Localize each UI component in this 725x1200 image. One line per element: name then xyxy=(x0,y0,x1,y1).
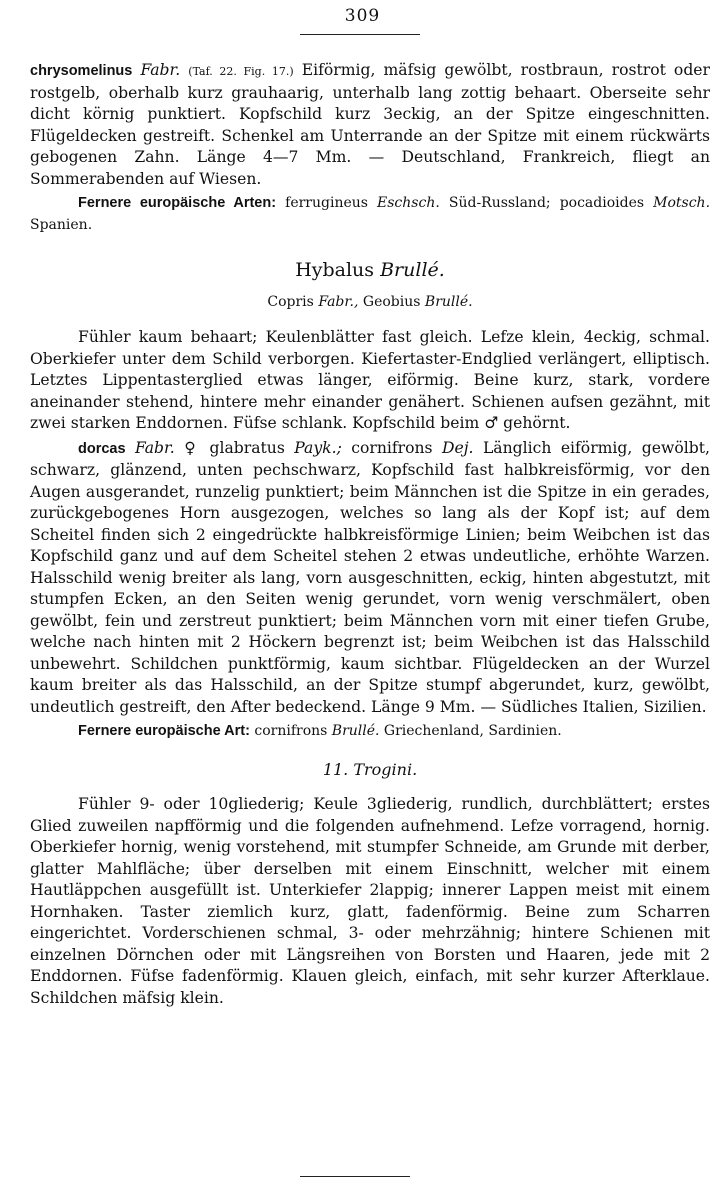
note-label: Fernere europäische Arten: xyxy=(78,195,277,211)
species-name: pocadioides xyxy=(559,195,645,211)
genus-heading xyxy=(30,260,710,282)
species-name: cornifrons xyxy=(254,723,328,739)
genus-author: Brullé. xyxy=(380,259,445,281)
further-species-note xyxy=(30,721,710,743)
species-description: Länglich eiförmig, gewölbt, schwarz, glänzend, unten pechschwarz, Kopfschild fast halbkreisförmig, vor den Augen ausgerandet, runzelig punktiert; beim Männchen ist die Spitze in ein gerades, zurückgebogenes Horn ausgezogen, welches so lang als der Kopf ist; auf dem Scheitel finden sich 2 eingedrückte halbkreisförmige Linien; beim Weibchen ist das Kopfschild ganz und auf dem Scheitel stehen 2 etwas undeutliche, erhöhte Warzen. Halsschild wenig breiter als lang, vorn ausgeschnitten, eckig, hinten abgestutzt, mit stumpfen Ecken, an den Seiten wenig gerundet, vorn wenig verschmälert, oben gewölbt, fein und zerstreut punktiert; beim Männchen vorn mit einer tiefen Grube, welche nach hinten mit 2 Höckern begrenzt ist; beim Weibchen ist das Halsschild unbewehrt. Schildchen punktförmig, kaum sichtbar. Flügeldecken an der Wurzel kaum breiter als das Halsschild, an der Spitze stumpf abgerundet, kurz, gewölbt, undeutlich gestreift, den After bedeckend. Länge 9 Mm. — Südliches Italien, Sizilien. xyxy=(30,438,710,716)
page-body xyxy=(30,60,710,1009)
tribe-description: Fühler 9- oder 10gliederig; Keule 3gliederig, rundlich, durchblättert; erstes Glied zuweilen napfförmig und die folgenden aufnehmend. Lefze vorragend, hornig. Oberkiefer hornig, wenig vorstehend, mit stumpfer Schneide, am Grunde mit derber, glatter Mahlfläche; über derselben mit einem Einschnitt, welcher mit einem Hautläppchen ausgefüllt ist. Unterkiefer 2lappig; innerer Lappen meist mit einem Hornhaken. Taster ziemlich kurz, glatt, fadenförmig. Beine zum Scharren eingerichtet. Vorderschienen schmal, 3- oder mehrzähnig; hintere Schienen mit einzelnen Dörnchen oder mit Längsreihen von Borsten und Haaren, jede mit 2 Enddornen. Füfse fadenförmig. Klauen gleich, einfach, mit sehr kurzer Afterklaue. Schildchen mäfsig klein. xyxy=(30,795,710,1007)
species-author: Brullé. xyxy=(331,723,380,739)
synonym: glabratus xyxy=(209,438,285,457)
species-locality: Süd-Russland; xyxy=(448,195,551,211)
species-entry-chrysomelinus xyxy=(30,60,710,190)
species-locality: Griechenland, Sardinien. xyxy=(383,723,562,739)
synonym: cornifrons xyxy=(351,438,433,457)
species-name: chrysomelinus xyxy=(30,63,133,79)
species-author: Fabr. xyxy=(135,438,175,457)
synonym-author: Payk.; xyxy=(294,438,342,457)
species-locality: Spanien. xyxy=(30,216,93,233)
synonym-author: Dej. xyxy=(441,438,474,457)
page-number: 309 xyxy=(344,6,381,26)
genus-synonyms xyxy=(30,292,710,314)
synonym-author: Fabr., xyxy=(318,293,359,310)
plate-reference: (Taf. 22. Fig. 17.) xyxy=(188,65,294,78)
species-description: Eiförmig, mäfsig gewölbt, rostbraun, rostrot oder rostgelb, oberhalb kurz grauhaarig, unterhalb lang zottig behaart. Oberseite sehr dicht körnig punktiert. Kopfschild kurz 3eckig, an der Spitze eingeschnitten. Flügeldecken gestreift. Schenkel am Unterrande an der Spitze mit einem rückwärts gebogenen Zahn. Länge 4—7 Mm. — Deutschland, Frankreich, fliegt an Sommerabenden auf Wiesen. xyxy=(30,61,710,188)
further-species-note xyxy=(30,193,710,236)
species-author: Eschsch. xyxy=(377,195,440,211)
species-name: dorcas xyxy=(78,440,126,457)
species-entry-dorcas xyxy=(30,438,710,719)
footer-rule xyxy=(300,1176,410,1177)
genus-description: Fühler kaum behaart; Keulenblätter fast gleich. Lefze klein, 4eckig, schmal. Oberkiefer unter dem Schild verborgen. Kiefertaster-Endglied verlängert, elliptisch. Letztes Lippentasterglied etwas länger, eiförmig. Beine kurz, stark, vordere aneinander stehend, hintere mehr einander genähert. Schienen aufsen gezähnt, mit zwei starken Enddornen. Füfse schlank. Kopfschild beim ♂ gehörnt. xyxy=(30,328,710,432)
species-name: ferrugineus xyxy=(285,195,368,211)
synonym: Geobius xyxy=(362,293,421,310)
female-sign-icon: ♀ xyxy=(184,438,201,457)
species-author: Motsch. xyxy=(653,195,711,211)
genus-name: Hybalus xyxy=(295,259,375,281)
synonym: Copris xyxy=(267,293,314,310)
header-rule xyxy=(300,34,420,35)
synonym-author: Brullé. xyxy=(424,293,473,310)
tribe-heading: 11. Trogini. xyxy=(322,759,418,779)
species-author: Fabr. xyxy=(140,61,181,79)
note-label: Fernere europäische Art: xyxy=(78,723,250,739)
